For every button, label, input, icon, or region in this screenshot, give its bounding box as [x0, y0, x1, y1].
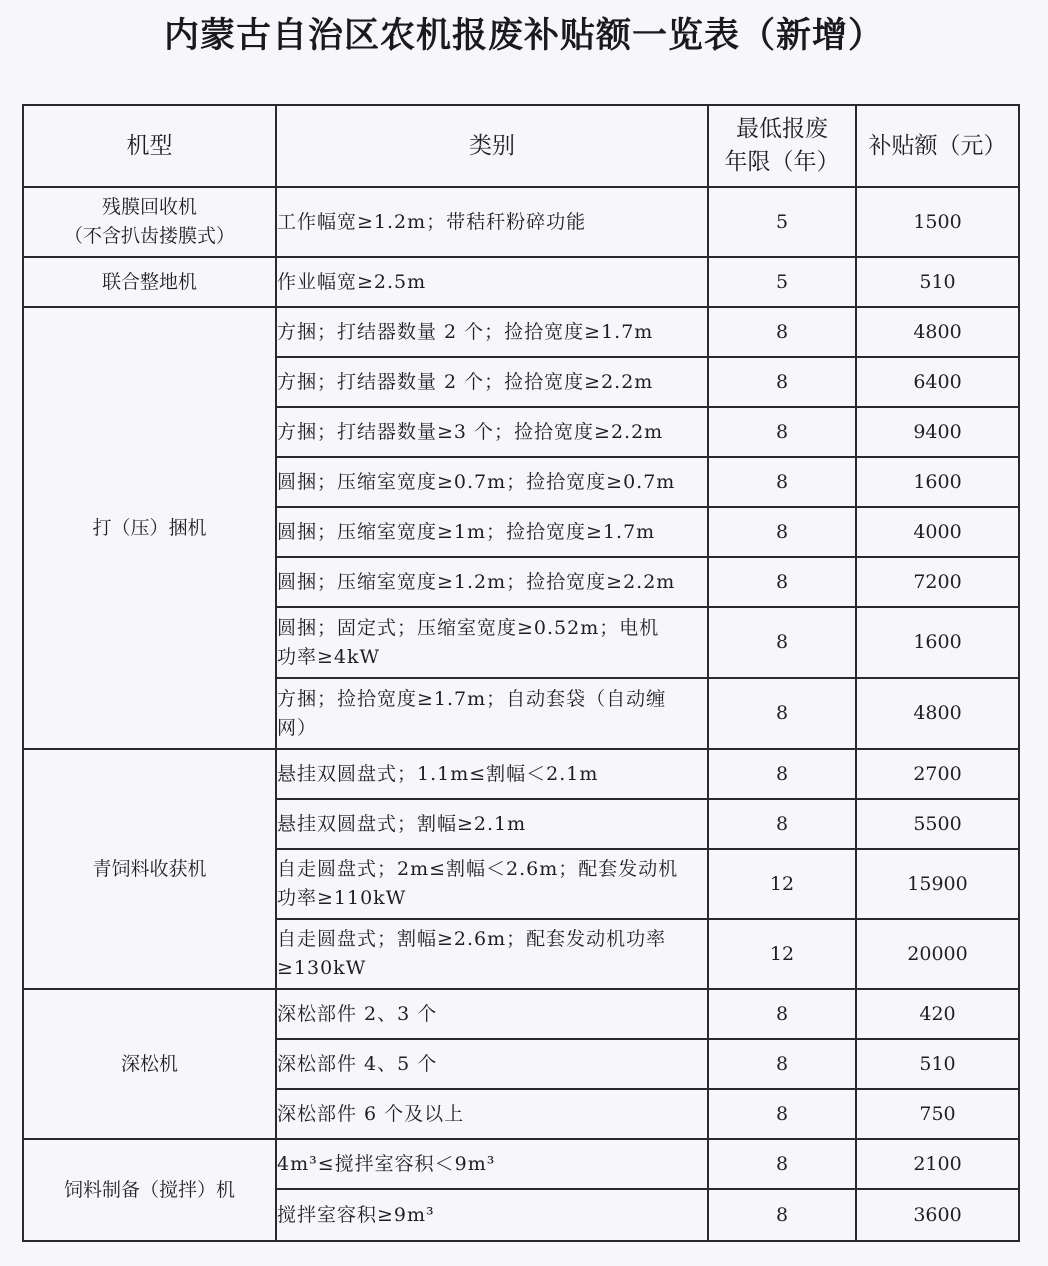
- subsidy-cell: 9400: [856, 407, 1019, 457]
- category-cell: [276, 407, 708, 457]
- machine-type-line: 青饲料收获机: [92, 857, 207, 880]
- min-years-cell: 8: [708, 457, 856, 507]
- table-row: [23, 989, 1019, 1039]
- table-row: [23, 1139, 1019, 1189]
- table-row: [23, 257, 1019, 307]
- header-subsidy: 补贴额（元）: [856, 105, 1019, 187]
- category-line: 悬挂双圆盘式；1.1m≤割幅＜2.1m: [277, 762, 599, 785]
- machine-type-cell: [23, 749, 276, 989]
- min-years-cell: 12: [708, 919, 856, 989]
- machine-type-cell: [23, 187, 276, 257]
- machine-type-line: 深松机: [120, 1052, 178, 1075]
- category-line: ≥130kW: [277, 957, 367, 979]
- min-years-cell: 8: [708, 607, 856, 678]
- subsidy-cell: 15900: [856, 849, 1019, 919]
- category-line: 搅拌室容积≥9m³: [277, 1203, 435, 1226]
- category-line: 作业幅宽≥2.5m: [277, 270, 427, 293]
- min-years-cell: 8: [708, 1139, 856, 1189]
- category-cell: [276, 1139, 708, 1189]
- category-cell: [276, 257, 708, 307]
- table-row: [23, 187, 1019, 257]
- machine-type-line: 联合整地机: [101, 270, 197, 293]
- category-cell: [276, 678, 708, 749]
- category-line: 深松部件 4、5 个: [277, 1052, 438, 1075]
- subsidy-cell: 4000: [856, 507, 1019, 557]
- machine-type-line: 打（压）捆机: [92, 516, 207, 539]
- min-years-cell: 8: [708, 1039, 856, 1089]
- category-line: 深松部件 2、3 个: [277, 1002, 438, 1025]
- category-line: 圆捆；压缩室宽度≥1m；捡拾宽度≥1.7m: [277, 520, 656, 543]
- category-cell: [276, 607, 708, 678]
- min-years-cell: 8: [708, 307, 856, 357]
- min-years-cell: 8: [708, 357, 856, 407]
- category-line: 4m³≤搅拌室容积＜9m³: [277, 1152, 496, 1175]
- header-category: 类别: [276, 105, 708, 187]
- machine-type-cell: [23, 1139, 276, 1241]
- subsidy-cell: 1600: [856, 457, 1019, 507]
- machine-type-line: 残膜回收机: [101, 196, 197, 218]
- category-line: 自走圆盘式；2m≤割幅＜2.6m；配套发动机: [277, 858, 679, 880]
- subsidy-cell: 7200: [856, 557, 1019, 607]
- category-cell: [276, 1189, 708, 1241]
- min-years-cell: 8: [708, 407, 856, 457]
- min-years-cell: 8: [708, 1189, 856, 1241]
- machine-type-line: （不含扒齿搂膜式）: [63, 225, 235, 247]
- machine-type-cell: [23, 989, 276, 1139]
- category-line: 功率≥4kW: [277, 645, 381, 668]
- subsidy-cell: 4800: [856, 307, 1019, 357]
- header-model: 机型: [23, 105, 276, 187]
- machine-type-line: 饲料制备（搅拌）机: [63, 1178, 235, 1201]
- category-cell: [276, 749, 708, 799]
- category-line: 工作幅宽≥1.2m；带秸秆粉碎功能: [277, 210, 587, 233]
- machine-type-cell: [23, 257, 276, 307]
- min-years-cell: 8: [708, 1089, 856, 1139]
- category-line: 方捆；打结器数量≥3 个；捡拾宽度≥2.2m: [277, 420, 664, 443]
- category-cell: [276, 1039, 708, 1089]
- min-years-cell: 12: [708, 849, 856, 919]
- category-line: 功率≥110kW: [277, 887, 407, 909]
- min-years-cell: 5: [708, 257, 856, 307]
- min-years-cell: 8: [708, 678, 856, 749]
- category-cell: [276, 919, 708, 989]
- category-line: 方捆；打结器数量 2 个；捡拾宽度≥1.7m: [277, 320, 654, 343]
- subsidy-cell: 4800: [856, 678, 1019, 749]
- category-cell: [276, 357, 708, 407]
- min-years-cell: 8: [708, 799, 856, 849]
- subsidy-cell: 1500: [856, 187, 1019, 257]
- category-line: 圆捆；固定式；压缩室宽度≥0.52m；电机: [277, 616, 660, 639]
- category-line: 网）: [277, 716, 318, 739]
- category-line: 方捆；打结器数量 2 个；捡拾宽度≥2.2m: [277, 370, 654, 393]
- subsidy-cell: 20000: [856, 919, 1019, 989]
- header-years-line1: 最低报废: [736, 116, 828, 142]
- category-cell: [276, 307, 708, 357]
- category-cell: [276, 557, 708, 607]
- category-cell: [276, 1089, 708, 1139]
- category-line: 圆捆；压缩室宽度≥1.2m；捡拾宽度≥2.2m: [277, 570, 676, 593]
- category-line: 悬挂双圆盘式；割幅≥2.1m: [277, 812, 527, 835]
- subsidy-cell: 6400: [856, 357, 1019, 407]
- subsidy-cell: 3600: [856, 1189, 1019, 1241]
- category-cell: [276, 187, 708, 257]
- subsidy-cell: 510: [856, 1039, 1019, 1089]
- subsidy-cell: 2100: [856, 1139, 1019, 1189]
- category-cell: [276, 457, 708, 507]
- subsidy-table: [22, 104, 1020, 1242]
- min-years-cell: 8: [708, 989, 856, 1039]
- header-row: [23, 105, 1019, 187]
- min-years-cell: 8: [708, 557, 856, 607]
- table-row: [23, 307, 1019, 357]
- category-cell: [276, 799, 708, 849]
- min-years-cell: 8: [708, 507, 856, 557]
- machine-type-cell: [23, 307, 276, 749]
- category-cell: [276, 849, 708, 919]
- category-line: 深松部件 6 个及以上: [277, 1102, 465, 1125]
- category-cell: [276, 507, 708, 557]
- category-cell: [276, 989, 708, 1039]
- subsidy-cell: 1600: [856, 607, 1019, 678]
- category-line: 自走圆盘式；割幅≥2.6m；配套发动机功率: [277, 928, 667, 950]
- table-row: [23, 749, 1019, 799]
- header-years: [708, 105, 856, 187]
- table-body: [23, 187, 1019, 1241]
- subsidy-cell: 420: [856, 989, 1019, 1039]
- category-line: 方捆；捡拾宽度≥1.7m；自动套袋（自动缠: [277, 687, 667, 710]
- subsidy-cell: 2700: [856, 749, 1019, 799]
- min-years-cell: 5: [708, 187, 856, 257]
- subsidy-cell: 510: [856, 257, 1019, 307]
- header-years-line2: 年限（年）: [724, 149, 840, 175]
- category-line: 圆捆；压缩室宽度≥0.7m；捡拾宽度≥0.7m: [277, 470, 676, 493]
- page-title: 内蒙古自治区农机报废补贴额一览表（新增）: [163, 16, 884, 56]
- min-years-cell: 8: [708, 749, 856, 799]
- subsidy-cell: 750: [856, 1089, 1019, 1139]
- subsidy-cell: 5500: [856, 799, 1019, 849]
